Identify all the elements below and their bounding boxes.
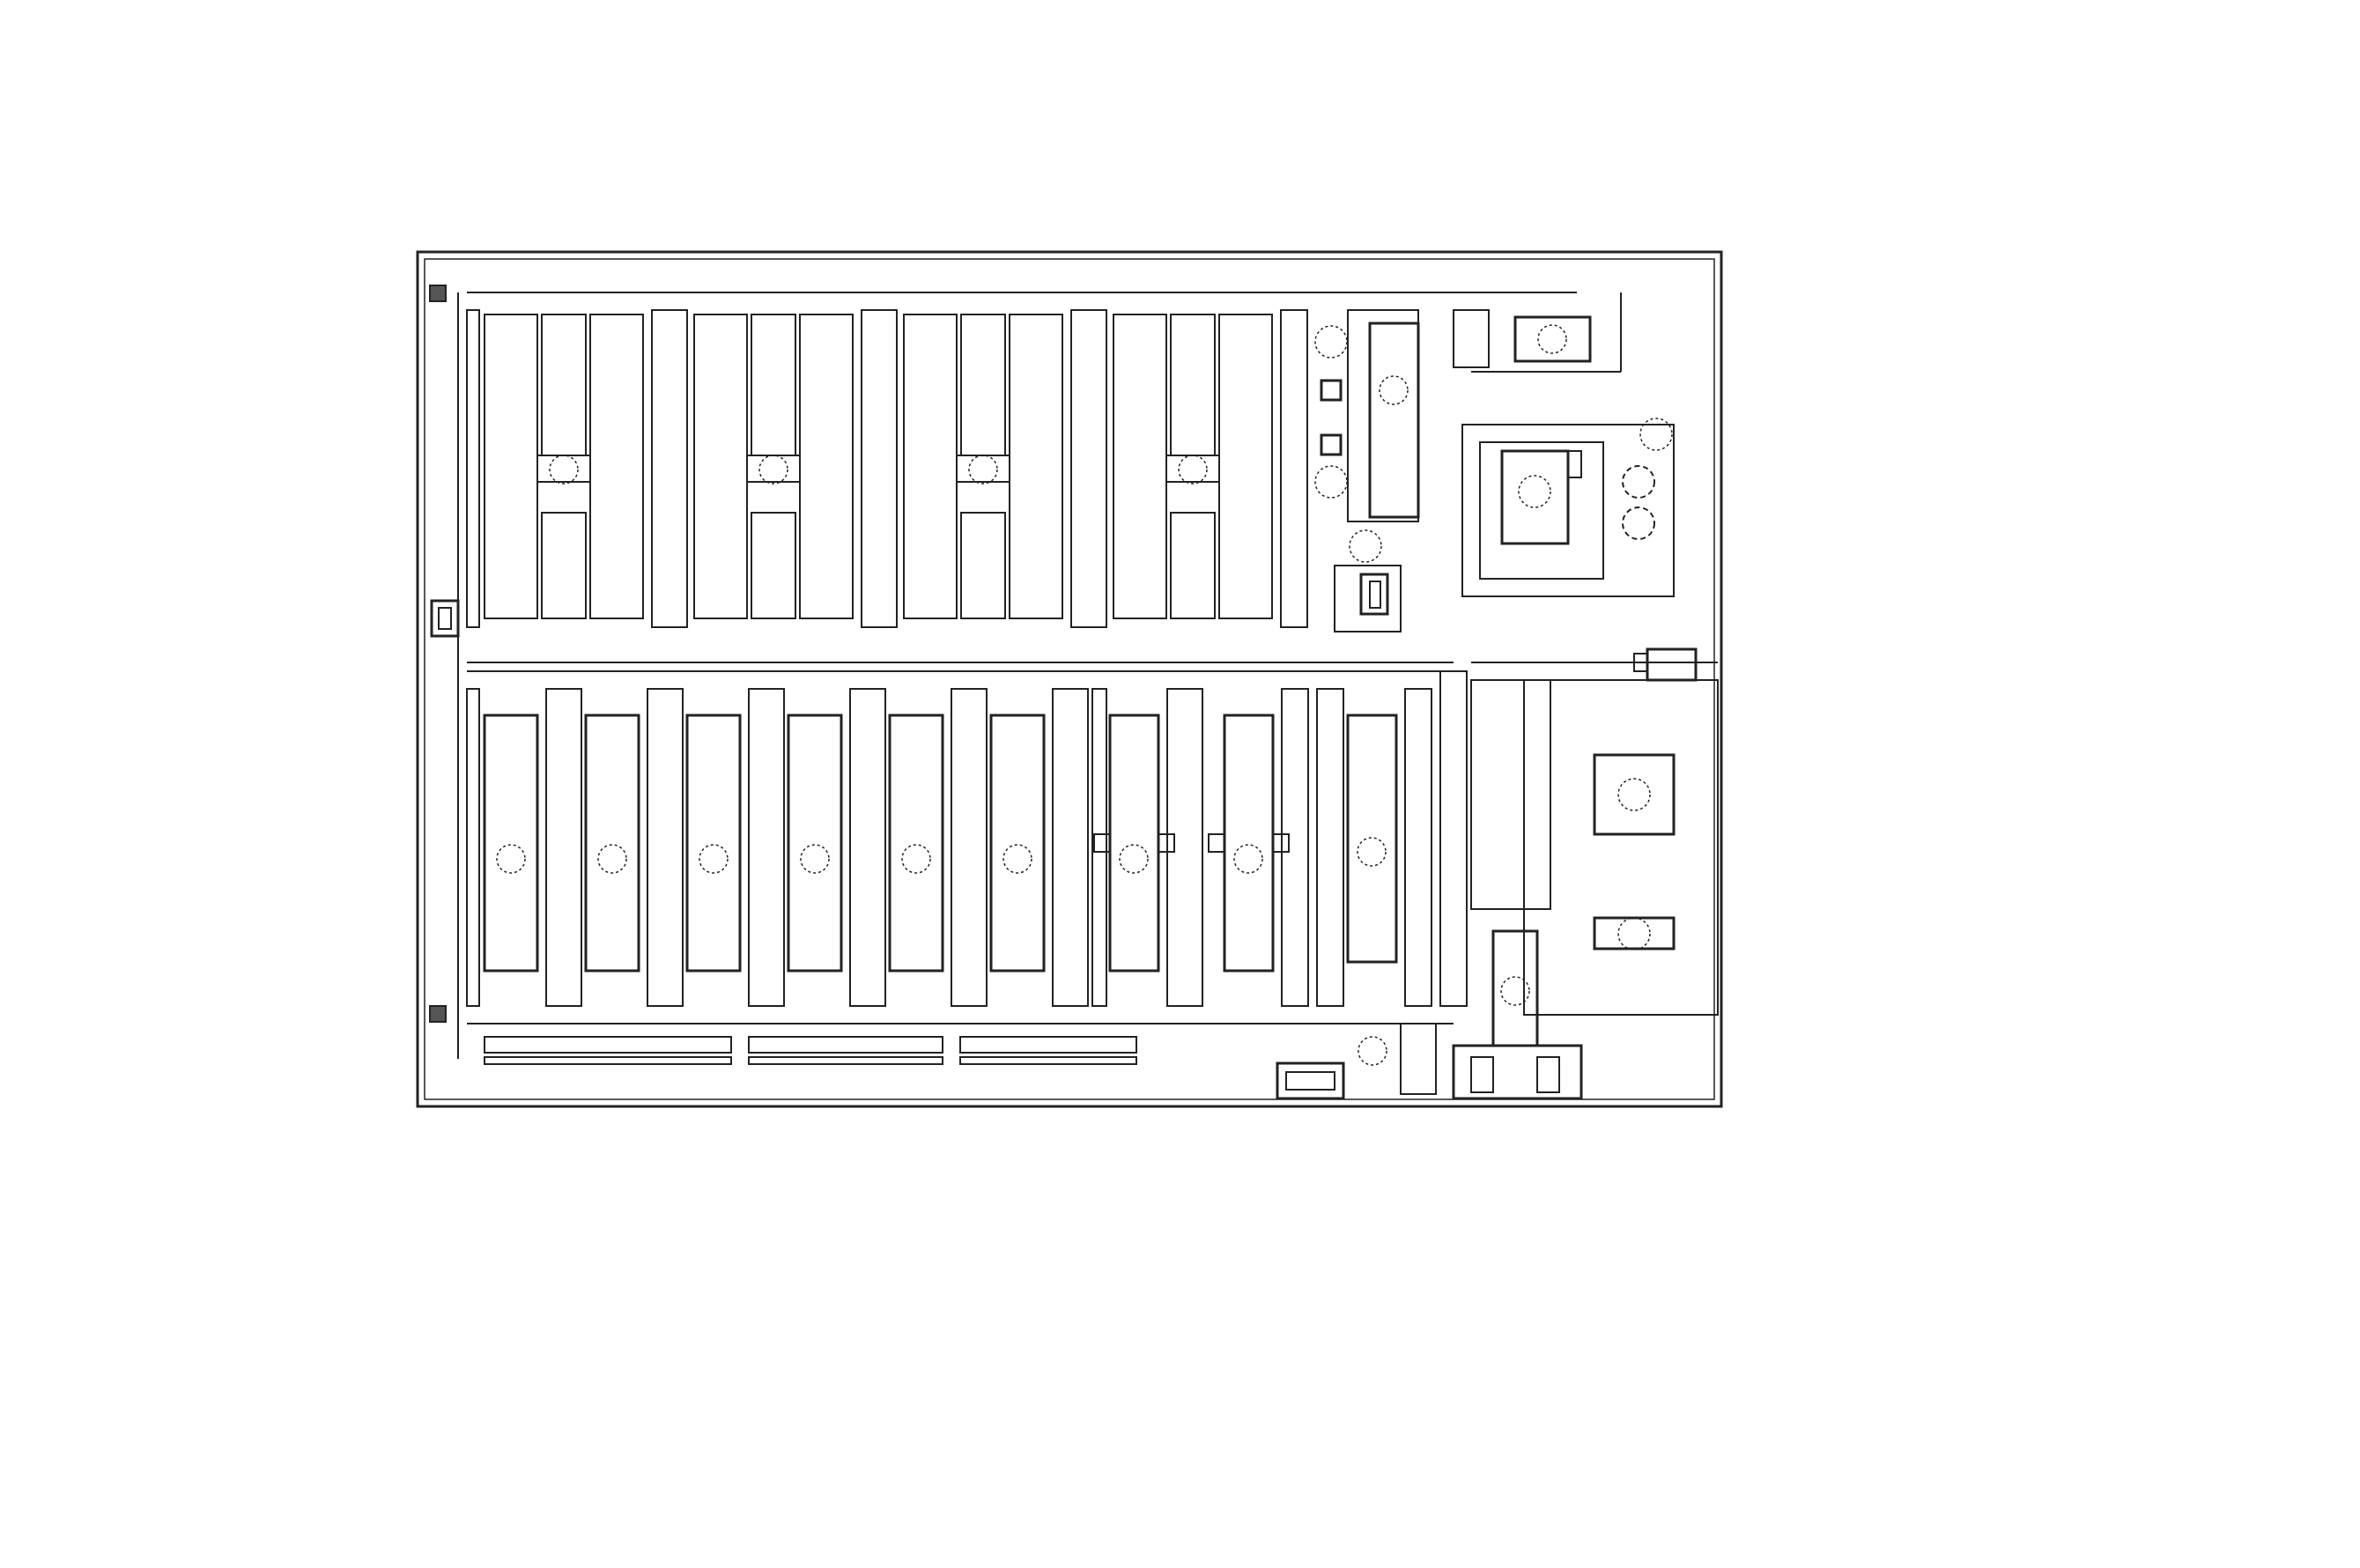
vet-checkpoint — [1493, 931, 1537, 1046]
page-number — [125, 264, 178, 317]
rooms-block — [1370, 323, 1418, 517]
farrowing-pigsties — [485, 715, 1044, 971]
fattening-pigsties — [485, 314, 1272, 618]
boiler — [1502, 451, 1568, 544]
pregnant-sows-pigsties — [1094, 715, 1289, 971]
pump-station — [1321, 435, 1341, 455]
isolator — [1515, 317, 1590, 361]
water-tank — [1321, 381, 1341, 400]
disinfection-barrier-top — [430, 285, 446, 301]
aux-block — [1594, 755, 1674, 834]
fuel-oil-tank — [1623, 466, 1654, 498]
feed-store — [1277, 1063, 1343, 1098]
site-plan — [414, 248, 1727, 1112]
canopy — [1594, 918, 1674, 949]
disinfection-barrier-bottom — [430, 1006, 446, 1022]
single-sows-pigsty — [1348, 715, 1396, 962]
loading-frame — [1647, 649, 1696, 680]
